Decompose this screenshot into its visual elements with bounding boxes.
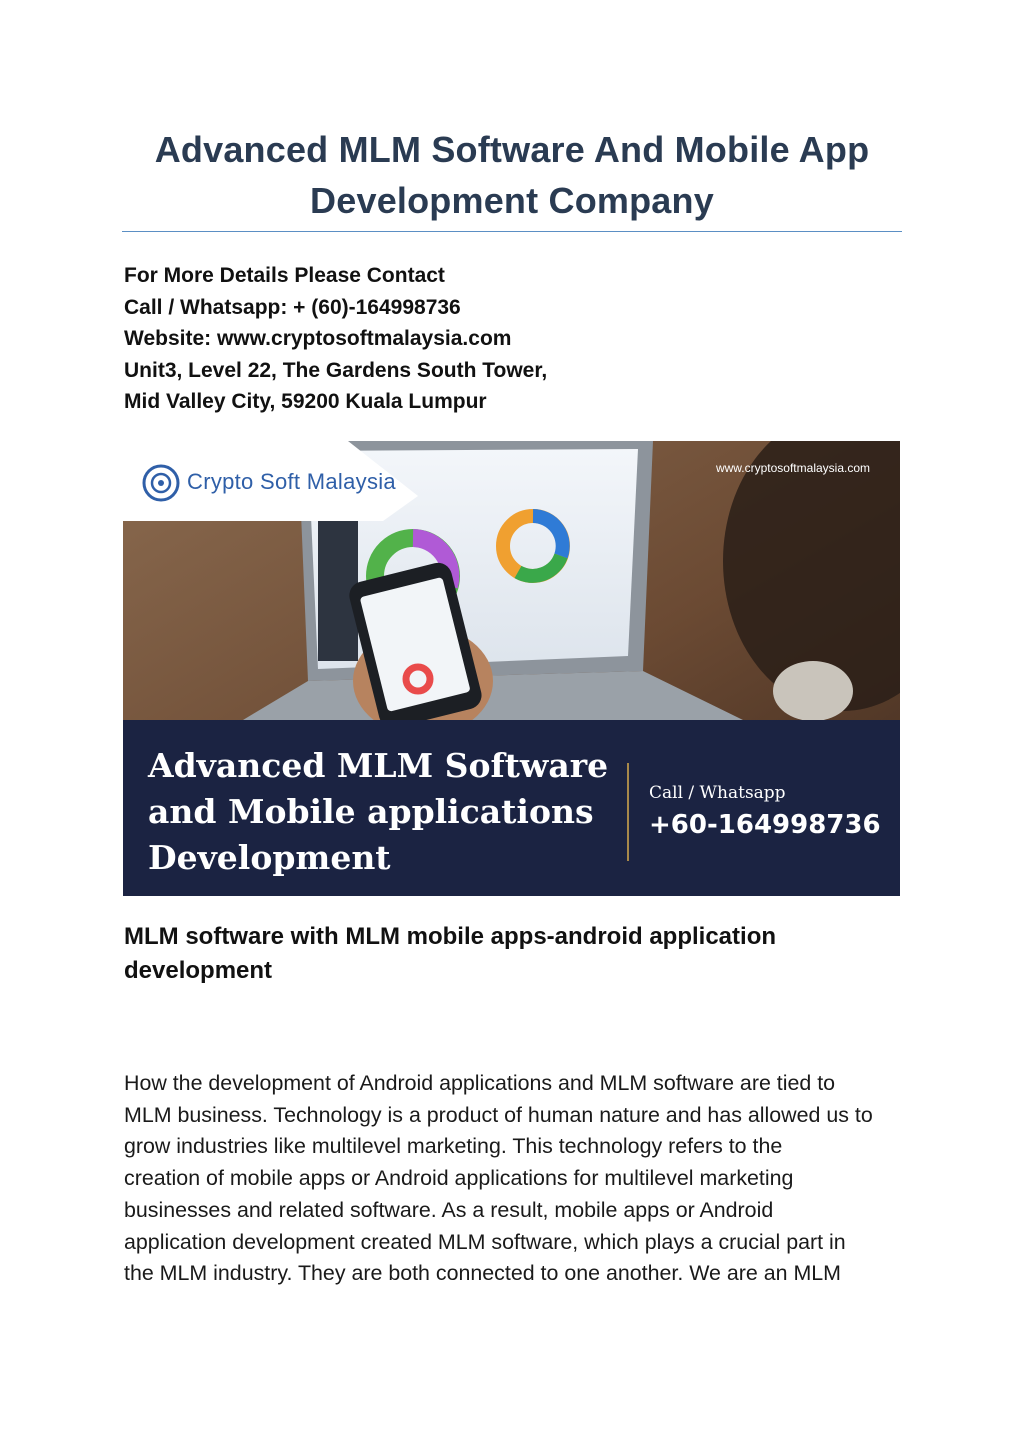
banner-headline-line-2: and Mobile applications xyxy=(148,792,594,831)
banner-caption-band xyxy=(123,720,900,896)
contact-heading: For More Details Please Contact xyxy=(124,264,445,287)
banner-headline xyxy=(148,743,618,881)
company-logo-text: Crypto Soft Malaysia xyxy=(187,469,396,494)
banner-url: www.cryptosoftmalaysia.com xyxy=(715,461,870,475)
paragraph-line: How the development of Android applications and MLM software are tied to xyxy=(124,1071,836,1095)
page-title-line-1: Advanced MLM Software And Mobile App xyxy=(154,129,870,170)
paragraph-line: businesses and related software. As a result, mobile apps or Android xyxy=(124,1197,774,1222)
promo-banner-image xyxy=(123,441,900,896)
banner-divider xyxy=(627,763,629,861)
body-paragraph xyxy=(124,1068,914,1290)
paragraph-line: MLM business. Technology is a product of human nature and has allowed us to xyxy=(124,1102,873,1127)
paragraph-line: creation of mobile apps or Android applications for multilevel marketing xyxy=(124,1166,794,1191)
contact-address-line-1: Unit3, Level 22, The Gardens South Tower, xyxy=(124,358,548,382)
contact-phone: Call / Whatsapp: + (60)-164998736 xyxy=(124,295,461,319)
banner-headline-line-3: Development xyxy=(148,838,391,877)
title-divider xyxy=(122,231,902,232)
banner-call-label: Call / Whatsapp xyxy=(649,783,786,803)
paragraph-line: grow industries like multilevel marketing. This technology refers to the xyxy=(124,1134,783,1159)
page-title-line-2: Development Company xyxy=(310,180,714,221)
contact-block xyxy=(124,260,824,418)
section-heading-line-2: development xyxy=(124,957,273,984)
section-heading xyxy=(124,920,884,988)
paragraph-line: the MLM industry. They are both connected to one another. We are an MLM xyxy=(124,1261,841,1286)
section-heading-line-1: MLM software with MLM mobile apps-android application xyxy=(124,923,777,950)
banner-phone-number: +60-164998736 xyxy=(649,810,881,840)
contact-website: Website: www.cryptosoftmalaysia.com xyxy=(124,327,512,351)
paragraph-line: application development created MLM software, which plays a crucial part in xyxy=(124,1229,846,1254)
page-title xyxy=(122,124,902,226)
contact-address-line-2: Mid Valley City, 59200 Kuala Lumpur xyxy=(124,390,487,414)
banner-headline-line-1: Advanced MLM Software xyxy=(148,746,609,785)
